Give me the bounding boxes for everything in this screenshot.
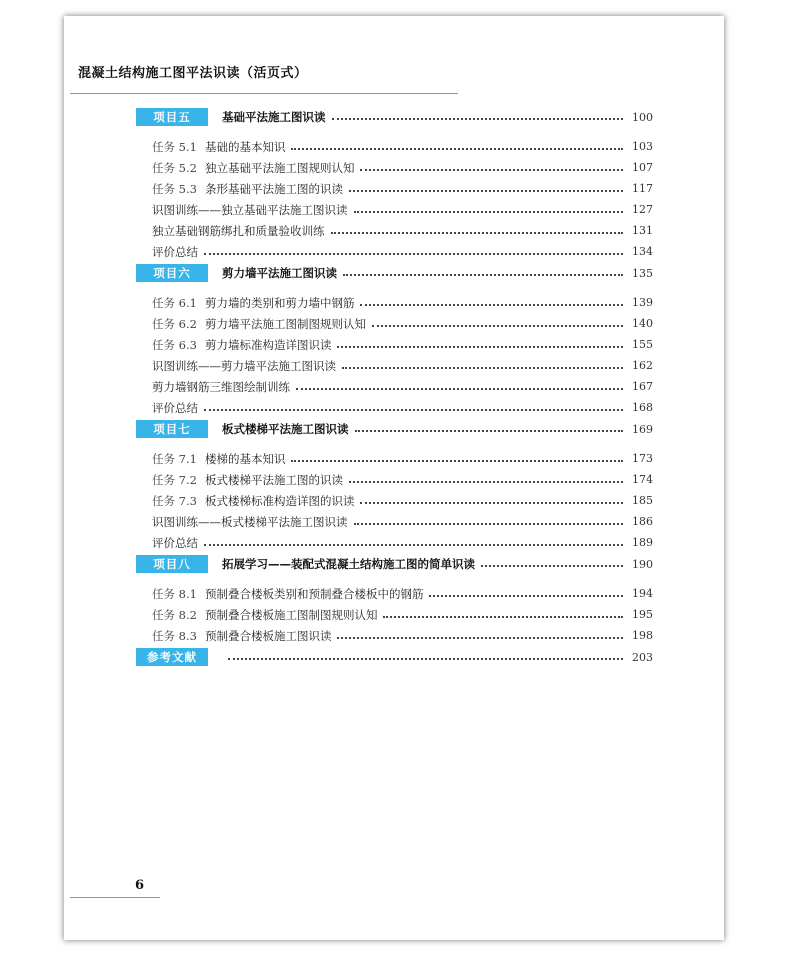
toc-entry-row: [136, 355, 653, 376]
toc-entry-row: [136, 157, 653, 178]
project-badge: 项目六: [136, 264, 208, 282]
toc-entry-row: [136, 532, 653, 553]
page-number: 203: [632, 650, 653, 664]
dot-leader: [331, 232, 624, 234]
entry-title: 剪力墙钢筋三维图绘制训练: [152, 379, 290, 394]
page-number: 168: [632, 401, 653, 414]
page-number: 198: [632, 629, 653, 642]
page-number: 117: [632, 182, 653, 195]
page-number: 134: [632, 245, 653, 258]
dot-leader: [349, 481, 623, 483]
page-number: 131: [632, 224, 653, 237]
toc-spacer: [136, 128, 653, 136]
entry-title: 预制叠合楼板类别和预制叠合楼板中的钢筋: [204, 586, 424, 601]
dot-leader: [481, 565, 623, 567]
page-number: 186: [632, 515, 653, 528]
project-badge: 项目七: [136, 420, 208, 438]
dot-leader: [360, 169, 623, 171]
entry-title: 剪力墙的类别和剪力墙中钢筋: [204, 295, 355, 310]
page-number: 173: [632, 452, 653, 465]
toc-spacer: [136, 575, 653, 583]
dot-leader: [360, 502, 623, 504]
task-number: 任务 6.1: [152, 295, 197, 310]
toc-project-row: [136, 418, 653, 440]
page-number: 135: [632, 266, 653, 280]
footer-rule: [70, 897, 160, 898]
toc-entry-row: [136, 376, 653, 397]
entry-title: 识图训练——剪力墙平法施工图识读: [152, 358, 336, 373]
header-rule: [70, 93, 458, 94]
footer-page-number: 6: [135, 878, 145, 893]
entry-title: 评价总结: [152, 244, 198, 259]
entry-title: 评价总结: [152, 535, 198, 550]
entry-title: 剪力墙平法施工图制图规则认知: [204, 316, 366, 331]
page-number: 185: [632, 494, 653, 507]
toc-entry-row: [136, 178, 653, 199]
dot-leader: [354, 523, 624, 525]
dot-leader: [343, 274, 623, 276]
toc-entry-row: [136, 199, 653, 220]
project-title: 剪力墙平法施工图识读: [222, 266, 337, 280]
entry-title: 剪力墙标准构造详图识读: [204, 337, 332, 352]
entry-title: 预制叠合楼板施工图制图规则认知: [204, 607, 378, 622]
toc-entry-row: [136, 511, 653, 532]
entry-title: 板式楼梯平法施工图的识读: [204, 472, 343, 487]
dot-leader: [291, 148, 623, 150]
entry-title: 独立基础钢筋绑扎和质量验收训练: [152, 223, 325, 238]
dot-leader: [355, 430, 624, 432]
page-number: 155: [632, 338, 653, 351]
table-of-contents: [136, 106, 653, 668]
dot-leader: [354, 211, 624, 213]
dot-leader: [383, 616, 623, 618]
task-number: 任务 7.3: [152, 493, 197, 508]
page-number: 162: [632, 359, 653, 372]
page-number: 107: [632, 161, 653, 174]
page-number: 189: [632, 536, 653, 549]
page-number: 139: [632, 296, 653, 309]
page-number: 167: [632, 380, 653, 393]
page-number: 190: [632, 557, 653, 571]
dot-leader: [372, 325, 623, 327]
task-number: 任务 5.2: [152, 160, 197, 175]
dot-leader: [204, 409, 623, 411]
dot-leader: [349, 190, 623, 192]
page-number: 174: [632, 473, 653, 486]
dot-leader: [360, 304, 623, 306]
project-badge: 参考文献: [136, 648, 208, 666]
toc-entry-row: [136, 583, 653, 604]
task-number: 任务 8.3: [152, 628, 197, 643]
page-number: 127: [632, 203, 653, 216]
toc-project-row: [136, 553, 653, 575]
dot-leader: [332, 118, 624, 120]
entry-title: 基础的基本知识: [204, 139, 286, 154]
page-number: 100: [632, 110, 653, 124]
toc-project-row: [136, 646, 653, 668]
toc-entry-row: [136, 604, 653, 625]
project-badge: 项目八: [136, 555, 208, 573]
dot-leader: [228, 658, 623, 660]
task-number: 任务 5.1: [152, 139, 197, 154]
dot-leader: [429, 595, 623, 597]
dot-leader: [204, 253, 623, 255]
project-title: 板式楼梯平法施工图识读: [222, 422, 349, 436]
toc-entry-row: [136, 448, 653, 469]
toc-entry-row: [136, 334, 653, 355]
dot-leader: [296, 388, 623, 390]
entry-title: 条形基础平法施工图的识读: [204, 181, 343, 196]
page-number: 103: [632, 140, 653, 153]
toc-entry-row: [136, 241, 653, 262]
toc-entry-row: [136, 292, 653, 313]
entry-title: 识图训练——板式楼梯平法施工图识读: [152, 514, 348, 529]
task-number: 任务 7.2: [152, 472, 197, 487]
page-number: 194: [632, 587, 653, 600]
book-title: 混凝土结构施工图平法识读（活页式）: [78, 66, 308, 81]
page-number: 195: [632, 608, 653, 621]
page-number: 140: [632, 317, 653, 330]
toc-project-row: [136, 262, 653, 284]
toc-entry-row: [136, 220, 653, 241]
dot-leader: [337, 346, 623, 348]
project-title: 基础平法施工图识读: [222, 110, 326, 124]
entry-title: 识图训练——独立基础平法施工图识读: [152, 202, 348, 217]
entry-title: 评价总结: [152, 400, 198, 415]
toc-spacer: [136, 440, 653, 448]
task-number: 任务 8.1: [152, 586, 197, 601]
toc-entry-row: [136, 625, 653, 646]
toc-project-row: [136, 106, 653, 128]
toc-entry-row: [136, 397, 653, 418]
task-number: 任务 6.3: [152, 337, 197, 352]
task-number: 任务 7.1: [152, 451, 197, 466]
project-badge: 项目五: [136, 108, 208, 126]
dot-leader: [291, 460, 623, 462]
entry-title: 预制叠合楼板施工图识读: [204, 628, 332, 643]
toc-entry-row: [136, 469, 653, 490]
entry-title: 楼梯的基本知识: [204, 451, 286, 466]
dot-leader: [204, 544, 623, 546]
task-number: 任务 5.3: [152, 181, 197, 196]
project-title: 拓展学习——装配式混凝土结构施工图的简单识读: [222, 557, 475, 571]
toc-entry-row: [136, 490, 653, 511]
entry-title: 独立基础平法施工图规则认知: [204, 160, 355, 175]
entry-title: 板式楼梯标准构造详图的识读: [204, 493, 355, 508]
page-number: 169: [632, 422, 653, 436]
toc-entry-row: [136, 136, 653, 157]
dot-leader: [337, 637, 623, 639]
toc-entry-row: [136, 313, 653, 334]
task-number: 任务 6.2: [152, 316, 197, 331]
task-number: 任务 8.2: [152, 607, 197, 622]
toc-spacer: [136, 284, 653, 292]
dot-leader: [342, 367, 623, 369]
